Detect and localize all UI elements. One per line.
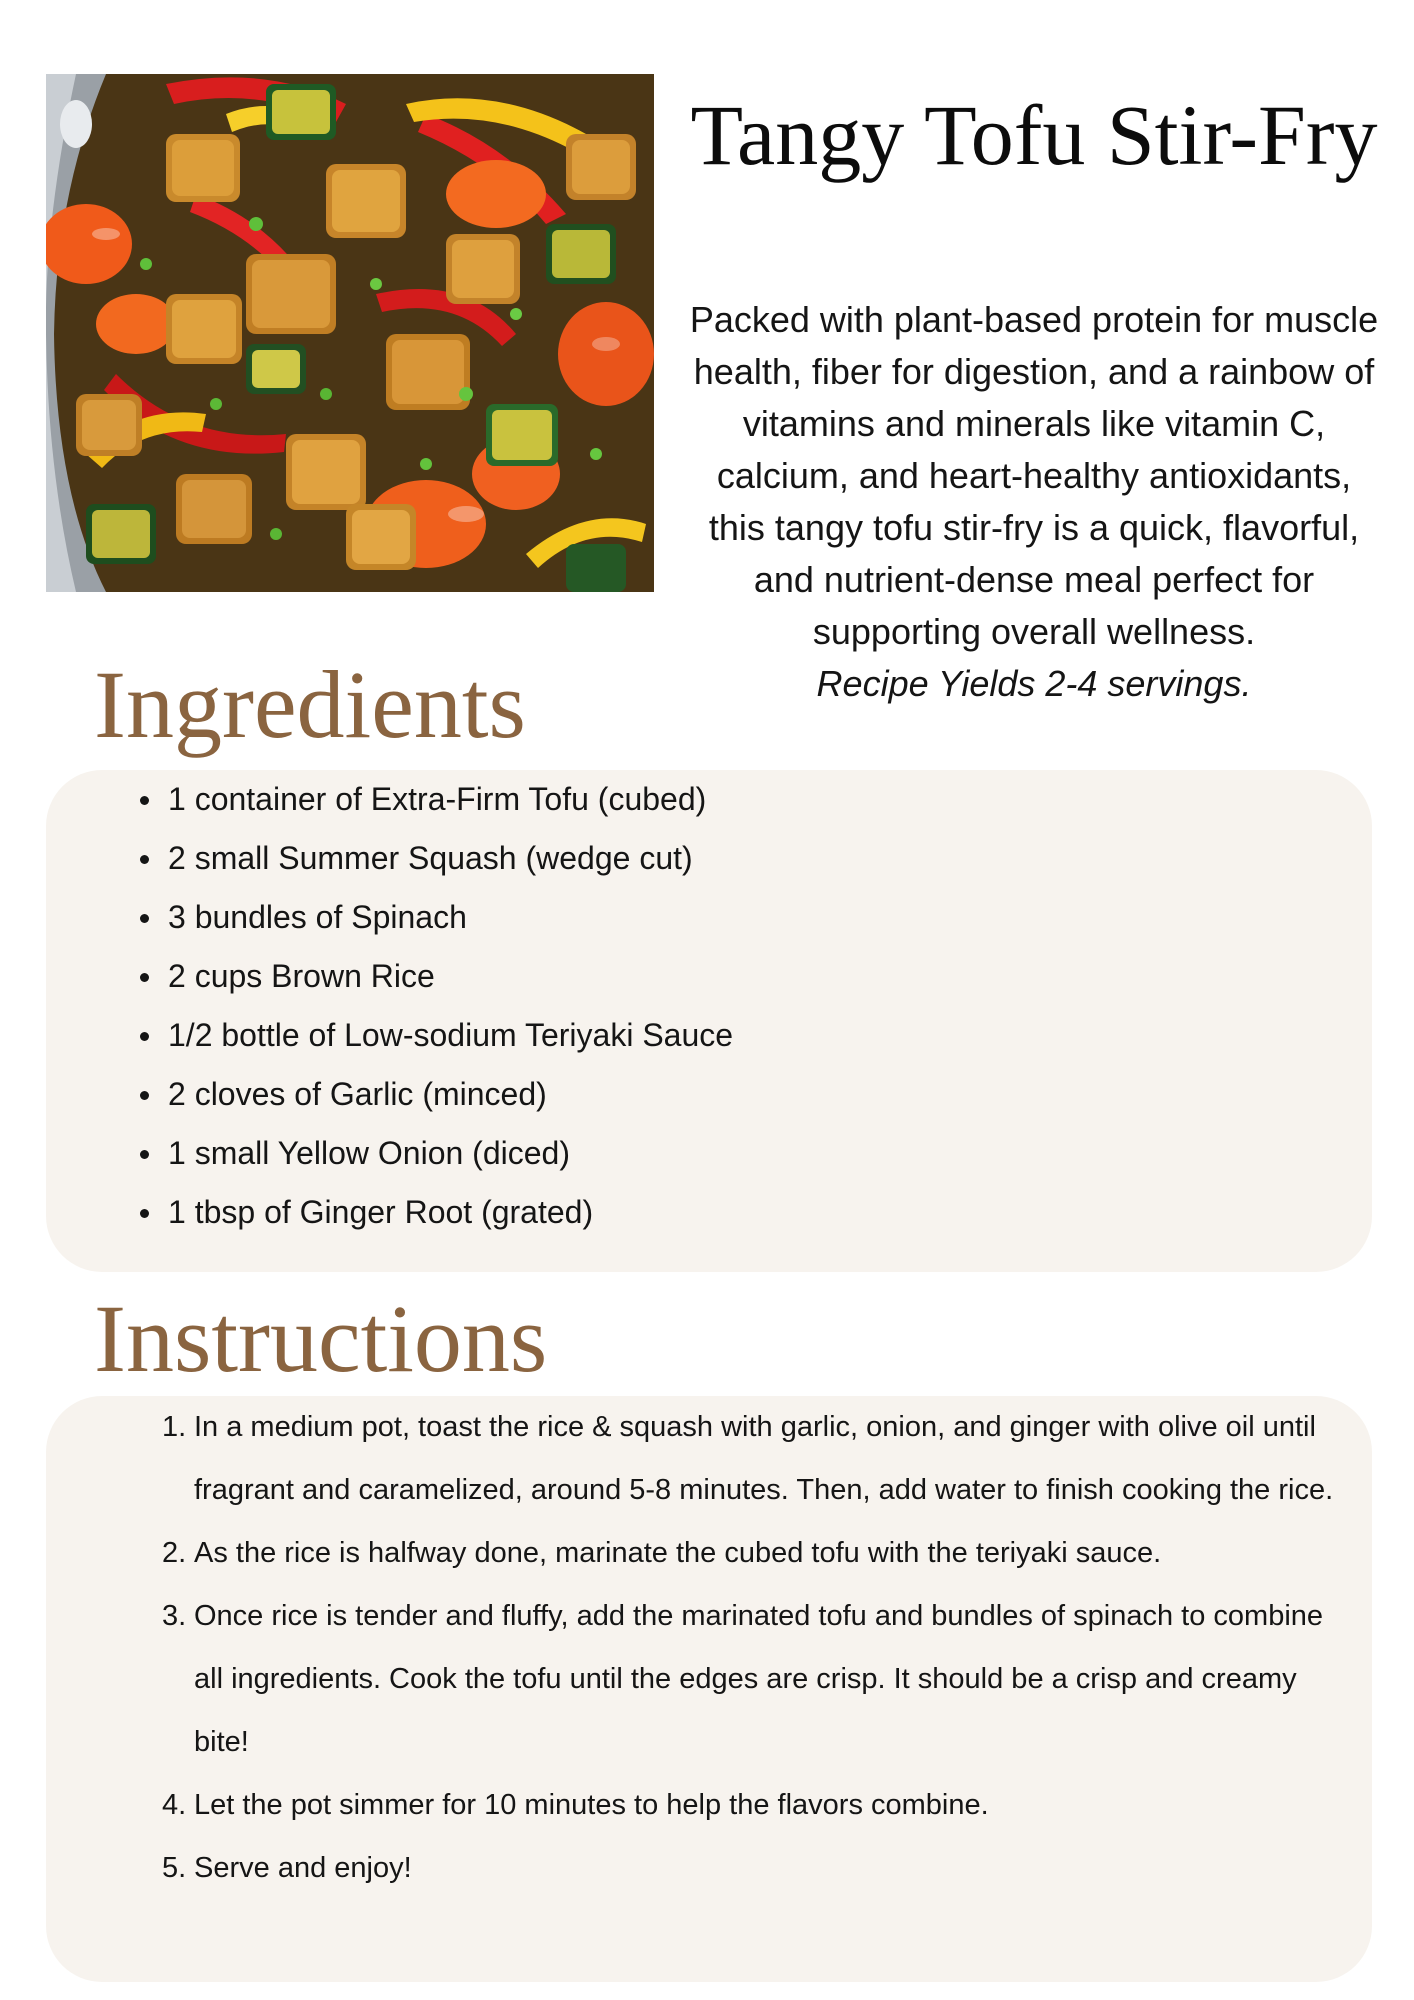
step-text: As the rice is halfway done, marinate the cubed tofu with the teriyaki sauce.	[194, 1537, 1162, 1569]
ingredient-text: 1/2 bottle of Low-sodium Teriyaki Sauce	[168, 1017, 734, 1053]
step-number: 5.	[162, 1852, 187, 1884]
step-number: 1.	[162, 1411, 187, 1443]
ingredients-heading: Ingredients	[94, 651, 526, 758]
recipe-title: Tangy Tofu Stir-Fry	[690, 87, 1378, 183]
bullet-icon	[140, 914, 149, 923]
ingredient-text: 2 small Summer Squash (wedge cut)	[168, 840, 693, 876]
ingredients-card	[46, 770, 1372, 1272]
ingredient-text: 3 bundles of Spinach	[168, 899, 467, 935]
recipe-description: Packed with plant-based protein for muscle health, fiber for digestion, and a rainbow of vitamins and minerals like vitamin C, calcium, and heart-healthy antioxidants, this tangy tofu stir-fry is a quick, flavorful, and nutrient-dense meal perfect for supporting overall wellness.	[689, 299, 1379, 652]
ingredient-item	[92, 1183, 733, 1242]
instruction-step	[116, 1585, 1346, 1774]
ingredient-item	[92, 1065, 733, 1124]
stir-fry-photo	[46, 74, 654, 592]
recipe-yield: Recipe Yields 2-4 servings.	[816, 663, 1252, 704]
ingredient-item	[92, 888, 733, 947]
ingredient-text: 2 cloves of Garlic (minced)	[168, 1076, 547, 1112]
ingredient-text: 1 small Yellow Onion (diced)	[168, 1135, 570, 1171]
instructions-card	[46, 1396, 1372, 1982]
ingredient-item	[92, 1006, 733, 1065]
bullet-icon	[140, 855, 149, 864]
step-text: In a medium pot, toast the rice & squash with garlic, onion, and ginger with olive oil until fragrant and caramelized, around 5-8 minutes. Then, add water to finish cooking the rice.	[194, 1411, 1334, 1506]
ingredients-list	[92, 770, 733, 1242]
ingredient-text: 1 container of Extra-Firm Tofu (cubed)	[168, 781, 707, 817]
step-text: Serve and enjoy!	[194, 1852, 412, 1884]
bullet-icon	[140, 1150, 149, 1159]
step-text: Once rice is tender and fluffy, add the marinated tofu and bundles of spinach to combine all ingredients. Cook the tofu until the edges are crisp. It should be a crisp and creamy bite!	[194, 1600, 1324, 1758]
instruction-step	[116, 1774, 1346, 1837]
step-text: Let the pot simmer for 10 minutes to help the flavors combine.	[194, 1789, 989, 1821]
step-number: 4.	[162, 1789, 187, 1821]
instruction-step	[116, 1396, 1346, 1522]
bullet-icon	[140, 973, 149, 982]
instructions-list	[116, 1396, 1346, 1900]
ingredient-text: 2 cups Brown Rice	[168, 958, 435, 994]
step-number: 2.	[162, 1537, 187, 1569]
bullet-icon	[140, 1032, 149, 1041]
bullet-icon	[140, 1091, 149, 1100]
instruction-step	[116, 1522, 1346, 1585]
instructions-heading: Instructions	[94, 1285, 548, 1392]
step-number: 3.	[162, 1600, 187, 1632]
bullet-icon	[140, 1209, 149, 1218]
ingredient-item	[92, 770, 733, 829]
bullet-icon	[140, 796, 149, 805]
ingredient-text: 1 tbsp of Ginger Root (grated)	[168, 1194, 594, 1230]
recipe-description-block	[684, 294, 1384, 710]
instruction-step	[116, 1837, 1346, 1900]
ingredient-item	[92, 947, 733, 1006]
ingredient-item	[92, 1124, 733, 1183]
ingredient-item	[92, 829, 733, 888]
